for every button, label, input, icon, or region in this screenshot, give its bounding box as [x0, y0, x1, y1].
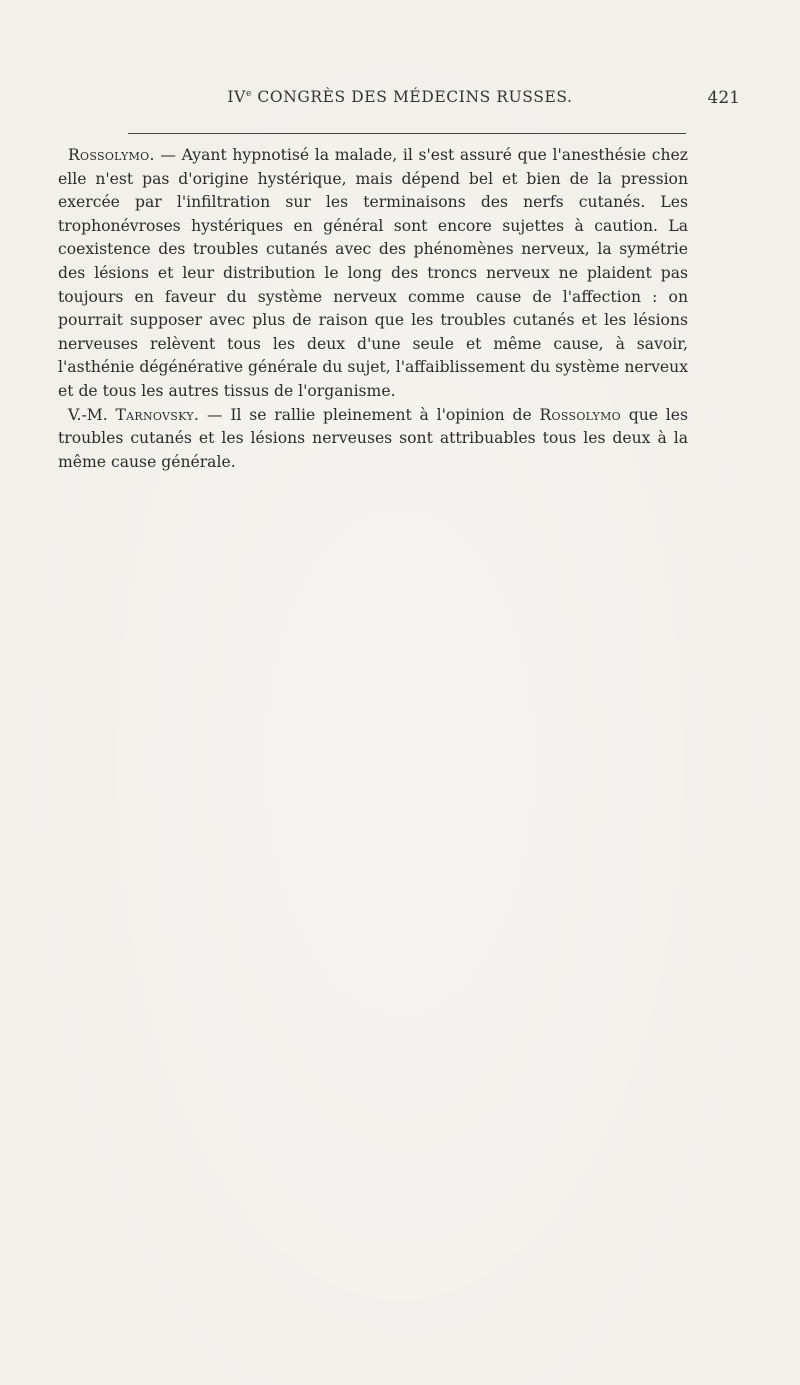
paragraph-tarnovsky	[58, 404, 688, 475]
page-number: 421	[707, 88, 740, 108]
running-head	[60, 88, 740, 106]
running-head-title: CONGRÈS DES MÉDECINS RUSSES.	[257, 88, 573, 106]
header-rule	[128, 133, 686, 134]
referenced-name: Rossolymo	[539, 405, 621, 424]
paragraph-text: que les troubles cutanés et les lésions nerveuses sont attribuables tous les deux à la même cause générale.	[58, 405, 689, 471]
paragraph-text: — Il se rallie pleinement à l'opinion de	[199, 405, 540, 424]
speaker-initials: V.-M.	[68, 405, 116, 424]
speaker-name: Tarnovsky.	[115, 405, 200, 424]
paragraph-text: — Ayant hypnotisé la malade, il s'est assuré que l'anesthésie chez elle n'est pas d'origine hystérique, mais dépend bel et bien de la pression exercée par l'infiltration sur les terminaisons des nerfs cutanés. Les trophonévroses hystériques en général sont encore sujettes à caution. La coexistence des troubles cutanés avec des phénomènes nerveux, la symétrie des lésions et leur distribution le long des troncs nerveux ne plaident pas toujours en faveur du système nerveux comme cause de l'affection : on pourrait supposer avec plus de raison que les troubles cutanés et les lésions nerveuses relèvent tous les deux d'une seule et même cause, à savoir, l'asthénie dégénérative générale du sujet, l'affaiblissement du système nerveux et de tous les autres tissus de l'organisme.	[58, 146, 688, 400]
body-text	[58, 144, 688, 474]
running-head-ordinal: IV	[227, 88, 246, 106]
paragraph-rossolymo	[58, 144, 688, 404]
page-header	[60, 88, 740, 116]
speaker-name: Rossolymo.	[68, 146, 155, 164]
running-head-ordinal-sup: e	[245, 89, 252, 99]
